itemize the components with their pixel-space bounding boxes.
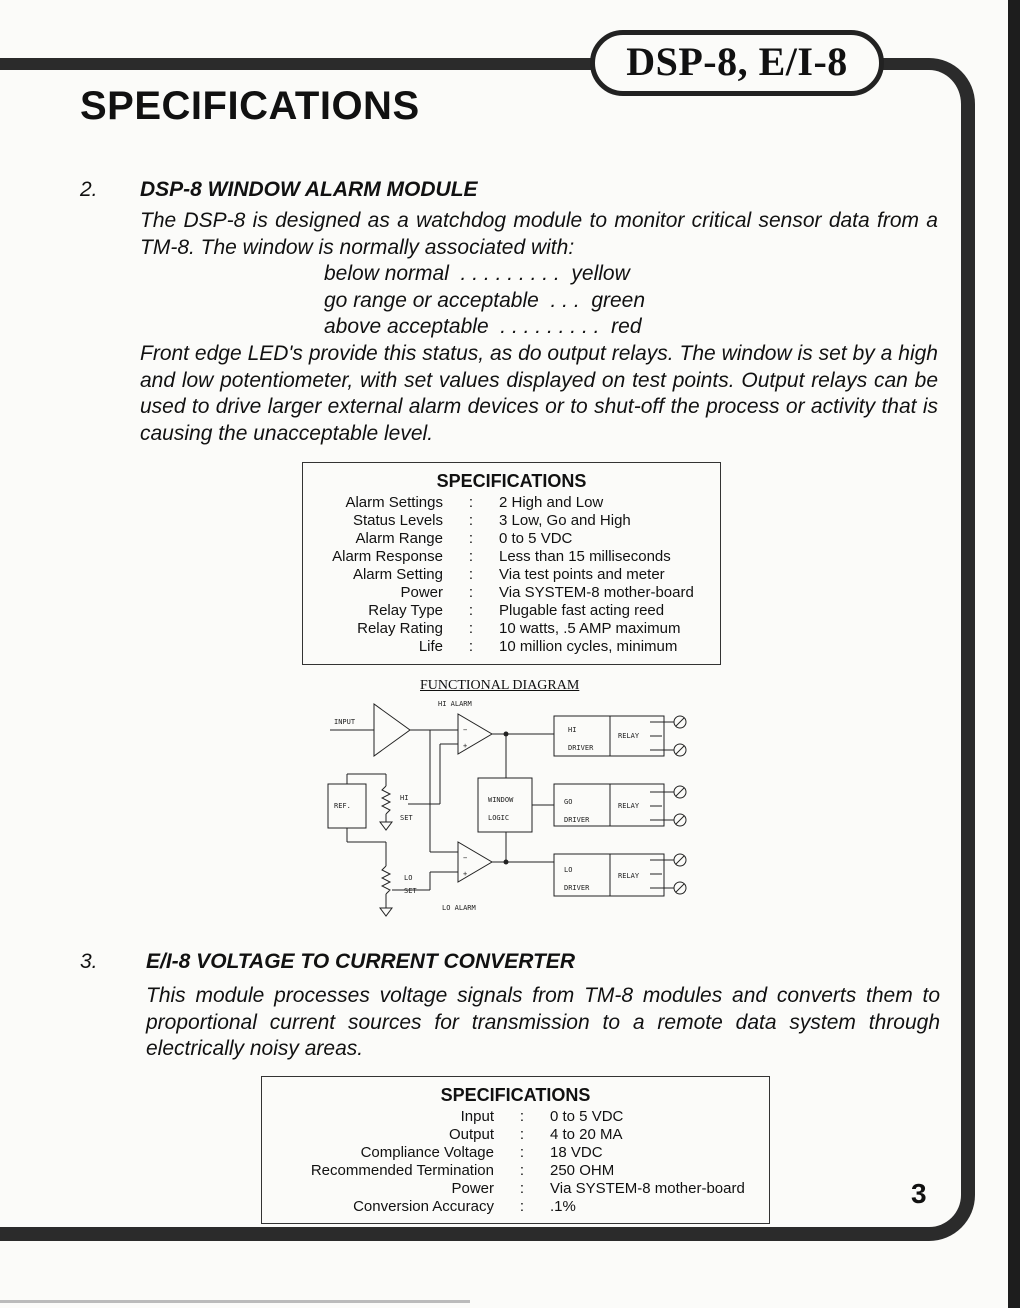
spec-label: Recommended Termination <box>310 1162 494 1179</box>
spec-value: 0 to 5 VDC <box>499 530 573 547</box>
diagram-hi-minus: − <box>463 726 468 734</box>
section-2-number: 2. <box>80 178 98 201</box>
ei8-spec-table <box>262 1108 769 1216</box>
diagram-title: FUNCTIONAL DIAGRAM <box>420 678 580 693</box>
diagram-label-hi-alarm: HI ALARM <box>438 700 472 708</box>
spec-value: Plugable fast acting reed <box>499 602 665 619</box>
spec-label: Relay Rating <box>357 620 443 637</box>
spec-colon: : <box>468 548 474 565</box>
spec-colon: : <box>519 1108 525 1125</box>
diagram-label-lo-alarm: LO ALARM <box>442 904 476 912</box>
diagram-go-driver-text: DRIVER <box>564 816 590 824</box>
spec-row <box>303 620 720 638</box>
spec-label: Alarm Setting <box>352 566 443 583</box>
window-item-go: go range or acceptable . . . green <box>324 288 646 312</box>
spec-label: Power <box>400 584 443 601</box>
section-2-body: Front edge LED's provide this status, as do output relays. The window is set by a high and low potentiometer, with set values displayed on test points. Output relays can be used to drive larger external alarm devices or to shut-off the process or activity that is causing the unacceptable level. <box>140 342 938 445</box>
spec-label: Status Levels <box>352 512 443 529</box>
section-2-title: DSP-8 WINDOW ALARM MODULE <box>140 178 478 201</box>
spec-colon: : <box>519 1126 525 1143</box>
diagram-hi-relay: RELAY <box>618 732 640 740</box>
spec-value: Via SYSTEM-8 mother-board <box>550 1180 745 1197</box>
ei8-spec-box <box>261 1076 770 1224</box>
spec-label: Relay Type <box>368 602 443 619</box>
dsp8-spec-table <box>303 494 720 656</box>
window-item-above: above acceptable . . . . . . . . . red <box>324 315 642 338</box>
spec-value: 18 VDC <box>550 1144 603 1161</box>
diagram-lo-driver-label: LO <box>564 866 573 874</box>
spec-row <box>303 548 720 566</box>
page-title: SPECIFICATIONS <box>80 84 420 128</box>
diagram-label-hi-set: SET <box>400 814 413 822</box>
diagram-hi-driver-label: HI <box>568 726 577 734</box>
spec-label: Life <box>418 638 443 655</box>
spec-row <box>262 1162 769 1180</box>
spec-value: .1% <box>550 1198 576 1215</box>
spec-value: Less than 15 milliseconds <box>499 548 671 565</box>
spec-value: 250 OHM <box>550 1162 615 1179</box>
diagram-label-lo-set: SET <box>404 887 417 895</box>
spec-colon: : <box>519 1144 525 1161</box>
spec-label: Compliance Voltage <box>360 1144 494 1161</box>
diagram-lo-relay: RELAY <box>618 872 640 880</box>
spec-row <box>262 1180 769 1198</box>
diagram-label-window: WINDOW <box>488 796 514 804</box>
spec-colon: : <box>468 494 474 511</box>
section-3-body: This module processes voltage signals from TM-8 modules and converts them to proportional current sources for transmission to a remote data system through electrically noisy areas. <box>146 984 940 1060</box>
spec-colon: : <box>468 602 474 619</box>
ei8-spec-title: SPECIFICATIONS <box>440 1085 591 1105</box>
diagram-label-logic: LOGIC <box>488 814 510 822</box>
diagram-lo-driver-text: DRIVER <box>564 884 590 892</box>
spec-row <box>262 1198 769 1216</box>
diagram-hi-driver-text: DRIVER <box>568 744 594 752</box>
spec-value: 0 to 5 VDC <box>550 1108 624 1125</box>
diagram-go-driver-label: GO <box>564 798 573 806</box>
diagram-lo-plus: + <box>463 870 468 878</box>
diagram-lo-minus: − <box>463 854 468 862</box>
diagram-label-ref: REF. <box>334 802 351 810</box>
spec-colon: : <box>468 530 474 547</box>
dsp8-spec-box <box>302 462 721 665</box>
spec-row <box>303 512 720 530</box>
section-3-number: 3. <box>80 950 98 973</box>
spec-label: Alarm Response <box>332 548 443 565</box>
bottom-rule <box>0 1300 470 1303</box>
spec-row <box>262 1108 769 1126</box>
functional-diagram <box>320 696 710 926</box>
model-badge: DSP-8, E/I-8 <box>590 30 884 96</box>
window-status-list <box>324 261 645 341</box>
spec-colon: : <box>519 1180 525 1197</box>
spec-colon: : <box>468 584 474 601</box>
spec-value: 2 High and Low <box>499 494 604 511</box>
diagram-label-lo: LO <box>404 874 413 882</box>
spec-value: Via SYSTEM-8 mother-board <box>499 584 694 601</box>
diagram-hi-plus: + <box>463 742 468 750</box>
page-number: 3 <box>911 1178 927 1209</box>
spec-colon: : <box>468 620 474 637</box>
spec-row <box>303 566 720 584</box>
spec-row <box>303 602 720 620</box>
spec-row <box>303 638 720 656</box>
spec-value: Via test points and meter <box>499 566 665 583</box>
spec-value: 10 million cycles, minimum <box>499 638 678 655</box>
spec-label: Alarm Range <box>355 530 443 547</box>
spec-row <box>262 1144 769 1162</box>
window-item-below: below normal . . . . . . . . . yellow <box>324 262 630 285</box>
spec-label: Conversion Accuracy <box>353 1198 494 1215</box>
spec-row <box>262 1126 769 1144</box>
page-edge <box>1008 0 1020 1308</box>
spec-label: Alarm Settings <box>345 494 443 511</box>
spec-row <box>303 584 720 602</box>
spec-value: 3 Low, Go and High <box>499 512 631 529</box>
spec-label: Output <box>448 1126 494 1143</box>
spec-colon: : <box>468 566 474 583</box>
spec-row <box>303 530 720 548</box>
spec-label: Input <box>460 1108 494 1125</box>
diagram-go-relay: RELAY <box>618 802 640 810</box>
spec-value: 4 to 20 MA <box>550 1126 623 1143</box>
section-2-intro: The DSP-8 is designed as a watchdog module to monitor critical sensor data from a TM-8. The window is normally associated with: <box>140 209 938 259</box>
diagram-label-hi: HI <box>400 794 409 802</box>
section-3-title: E/I-8 VOLTAGE TO CURRENT CONVERTER <box>146 950 575 973</box>
spec-colon: : <box>468 512 474 529</box>
spec-colon: : <box>468 638 474 655</box>
spec-row <box>303 494 720 512</box>
spec-colon: : <box>519 1198 525 1215</box>
dsp8-spec-title: SPECIFICATIONS <box>436 471 587 491</box>
diagram-label-input: INPUT <box>334 718 356 726</box>
spec-label: Power <box>451 1180 494 1197</box>
spec-value: 10 watts, .5 AMP maximum <box>499 620 681 637</box>
spec-colon: : <box>519 1162 525 1179</box>
